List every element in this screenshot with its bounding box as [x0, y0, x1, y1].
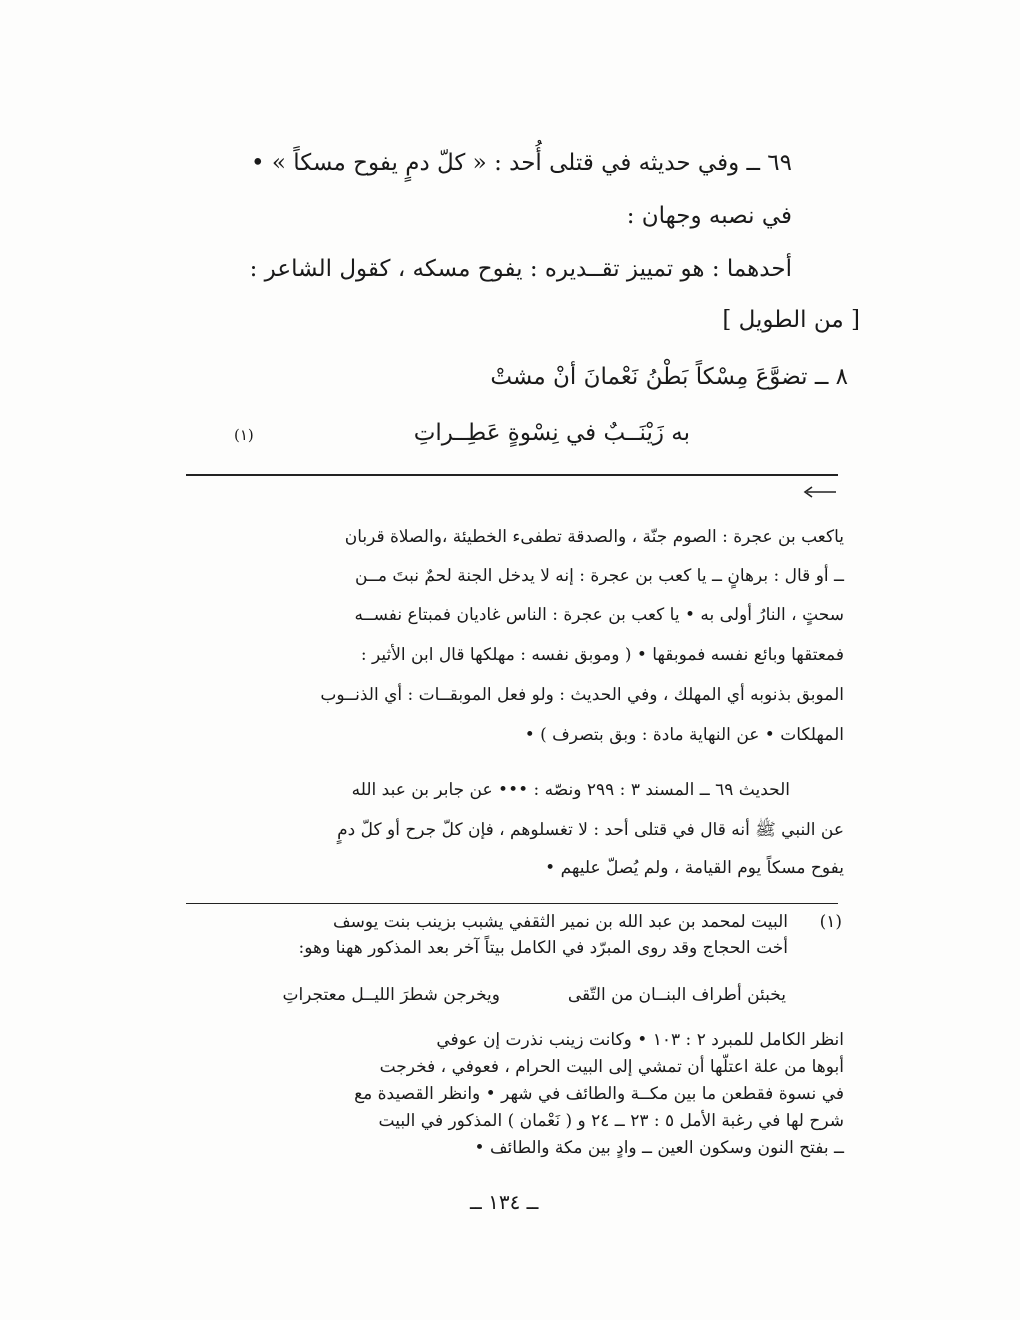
footnote-ref-line: شرح لها في رغبة الأمل ٥ : ٢٣ ــ ٢٤ و ( نَعْمان ) المذكور في البيت: [378, 1111, 844, 1131]
footnote-line: أخت الحجاج وقد روى المبرّد في الكامل بيتاً آخر بعد المذكور ههنا وهو:: [298, 938, 788, 958]
hadith-line: عن النبي ﷺ أنه قال في قتلى أحد : لا تغسلوهم ، فإن كلّ جرح أو كلّ دمٍ: [337, 820, 844, 840]
left-arrow-icon: [803, 485, 837, 499]
main-line-1: ٦٩ ــ وفي حديثه في قتلى أُحد : « كلّ دمٍ يفوح مسكاً » •: [251, 150, 792, 176]
footnote-ref-line: انظر الكامل للمبرد ٢ : ١٠٣ • وكانت زينب نذرت إن عوفي: [436, 1030, 844, 1050]
commentary-line: الموبق بذنوبه أي المهلك ، وفي الحديث : ولو فعل الموبقــات : أي الذنــوب: [320, 685, 844, 705]
commentary-line: فمعتقها وبائع نفسه فموبقها • ( وموبق نفسه : مهلكها قال ابن الأثير :: [360, 645, 844, 665]
hadith-line: يفوح مسكاً يوم القيامة ، ولم يُصلّ عليهم •: [545, 858, 844, 878]
verse-hemistich-1: ٨ ــ تضوَّعَ مِسْكاً بَطْنُ نَعْمانَ أنْ مشتْ: [490, 364, 848, 390]
meter-label: [ من الطويل ]: [722, 307, 860, 333]
page-number: ــ ١٣٤ ــ: [470, 1190, 539, 1214]
main-line-3: أحدهما : هو تمييز تقــديره : يفوح مسكه ، كقول الشاعر :: [249, 256, 792, 282]
verse-hemistich-2: به زَيْنَــبٌ في نِسْوةٍ عَطِــراتِ: [413, 420, 690, 446]
footnote-ref-line: في نسوة فقطعن ما بين مكــة والطائف في شهر • وانظر القصيدة مع: [354, 1084, 844, 1104]
footnote-verse-left: ويخرجن شطرَ الليــل معتجراتِ: [282, 985, 500, 1005]
commentary-line: سحتٍ ، النارُ أولى به • يا كعب بن عجرة : الناس غاديان فمبتاع نفســه: [354, 605, 844, 625]
main-line-2: في نصبه وجهان :: [626, 203, 792, 229]
verse-footnote-marker: (١): [234, 426, 254, 444]
footnote-ref-line: ــ بفتح النون وسكون العين ــ وادٍ بين مكة والطائف •: [474, 1138, 844, 1158]
commentary-line: ــ أو قال : برهانٍ ــ يا كعب بن عجرة : إنه لا يدخل الجنة لحمٌ نبتَ مــن: [355, 566, 844, 586]
commentary-line: المهلكات • عن النهاية مادة : وبق بتصرف ) •: [524, 725, 844, 745]
footnote-line: البيت لمحمد بن عبد الله بن نمير الثقفي يشبب بزينب بنت يوسف: [333, 912, 788, 932]
footnote-ref-line: أبوها من علة اعتلّها أن تمشي إلى البيت الحرام ، فعوفي ، فخرجت: [379, 1057, 844, 1077]
footnote-rule: [186, 903, 838, 904]
footnote-verse-right: يخبئن أطراف البنــان من التّقى: [567, 985, 786, 1005]
commentary-line: ياكعب بن عجرة : الصوم جنّة ، والصدقة تطفىء الخطيئة ،والصلاة قربان: [344, 527, 844, 547]
hadith-line: الحديث ٦٩ ــ المسند ٣ : ٢٩٩ ونصّه : ••• عن جابر بن عبد الله: [351, 780, 790, 800]
separator-rule: [186, 474, 838, 476]
footnote-marker: (١): [819, 912, 842, 932]
